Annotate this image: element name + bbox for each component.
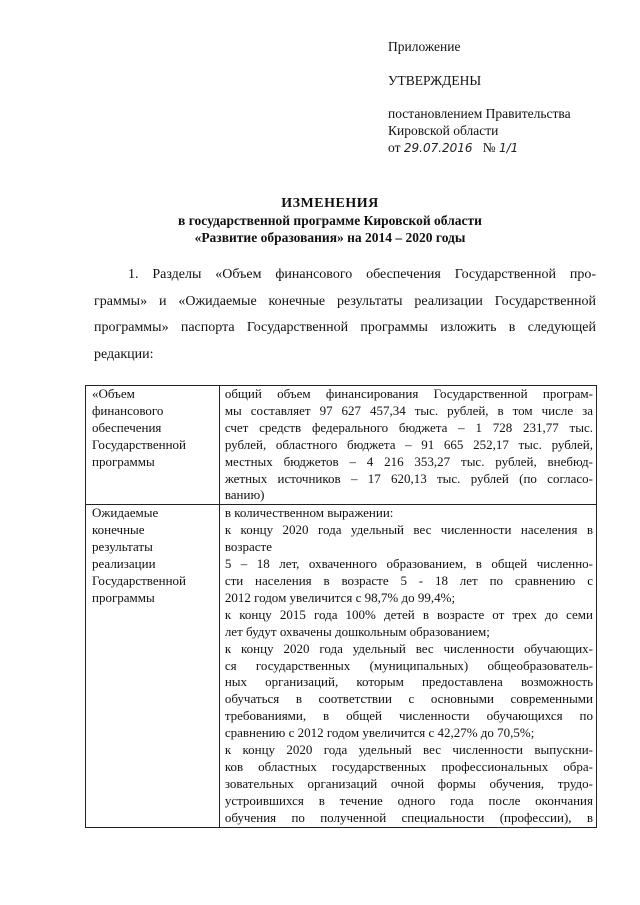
date-value: 29.07.2016 [403, 141, 473, 155]
approved-by-line1: постановлением Правительства [388, 106, 571, 121]
value-line: зовательных организаций очной формы обучения, трудо- [224, 775, 593, 791]
value-line: сравнению с 2012 годом увеличится с 42,27% до 70,5%; [224, 725, 535, 741]
number-value: 1/1 [498, 141, 519, 155]
number-prefix: № [482, 140, 496, 155]
results-value-cell [219, 505, 596, 827]
value-line: сти населения в возрасте 5 - 18 лет по сравнению с [224, 572, 593, 588]
passport-table [85, 385, 597, 828]
heading-title: ИЗМЕНЕНИЯ [281, 196, 379, 211]
label-line: Государственной [92, 436, 187, 452]
intro-line: 1. Разделы «Объем финансового обеспечения Государственной про- [128, 267, 596, 282]
label-line: финансового [92, 402, 164, 418]
label-line: реализации [92, 556, 156, 572]
label-line: Государственной [92, 572, 187, 588]
value-line: ся государственных (муниципальных) общеобразователь- [224, 657, 593, 673]
value-line: лет будут охвачены дошкольным образованием; [224, 623, 490, 639]
intro-line: граммы» и «Ожидаемые конечные результаты реализации Государственной [94, 293, 596, 309]
value-line: ных организаций, которым предоставлена возможность [224, 674, 593, 690]
label-line: результаты [92, 539, 153, 555]
approval-block [388, 38, 638, 157]
table-row-funding [86, 386, 597, 505]
value-line: мы составляет 97 627 457,34 тыс. рублей, в том числе за [224, 402, 593, 418]
intro-line: редакции: [94, 346, 154, 362]
date-prefix: от [388, 140, 401, 155]
value-line: ванию) [224, 487, 265, 503]
label-line: «Объем [92, 386, 135, 401]
approval-date-line [388, 139, 638, 157]
value-line: устроившихся в течение одного года после окончания [224, 792, 593, 808]
label-line: Ожидаемые [92, 505, 159, 521]
approved-label: УТВЕРЖДЕНЫ [388, 73, 482, 88]
label-line: обеспечения [92, 419, 162, 435]
value-line: обучения по полученной специальности (профессии), в [224, 809, 593, 825]
value-line: 2012 годом увеличится с 98,7% до 99,4%; [224, 589, 456, 605]
value-line: ков областных государственных профессиональных обра- [224, 758, 593, 774]
value-line: к концу 2020 года удельный вес численности выпускни- [224, 742, 593, 758]
value-line: обучаться в соответствии с основными современными [224, 691, 593, 707]
value-line: местных бюджетов – 4 216 353,27 тыс. рублей, внебюд- [224, 453, 593, 469]
heading-line2: в государственной программе Кировской области [178, 213, 482, 228]
label-line: программы [92, 453, 155, 469]
value-line: счет средств федерального бюджета – 1 728 231,77 тыс. [224, 419, 593, 435]
value-line: 5 – 18 лет, охваченного образованием, в общей численно- [224, 556, 593, 572]
document-heading [60, 195, 600, 246]
appendix-label: Приложение [388, 39, 461, 54]
intro-line: программы» паспорта Государственной программы изложить в следующей [94, 320, 596, 335]
label-line: конечные [92, 522, 145, 538]
table-row-results [86, 505, 597, 827]
heading-line3: «Развитие образования» на 2014 – 2020 годы [194, 230, 466, 245]
value-line: рублей, областного бюджета – 91 665 252,17 тыс. рублей, [224, 436, 593, 452]
funding-value-cell [219, 386, 596, 505]
intro-paragraph [94, 262, 596, 368]
value-line: возрасте [224, 539, 272, 555]
value-line: в количественном выражении: [224, 505, 394, 521]
results-label-cell [86, 505, 220, 827]
value-line: к концу 2015 года 100% детей в возрасте от трех до семи [224, 606, 593, 622]
label-line: программы [92, 589, 155, 605]
funding-label-cell [86, 386, 220, 505]
value-line: жетных источников – 17 620,13 тыс. рублей (по согласо- [224, 470, 593, 486]
value-line: общий объем финансирования Государственной програм- [224, 386, 593, 401]
value-line: к концу 2020 года удельный вес численности населения в [224, 522, 593, 538]
value-line: требованиями, в общей численности обучающихся по [224, 708, 593, 724]
approved-by-line2: Кировской области [388, 123, 499, 138]
value-line: к концу 2020 года удельный вес численности обучающих- [224, 640, 593, 656]
